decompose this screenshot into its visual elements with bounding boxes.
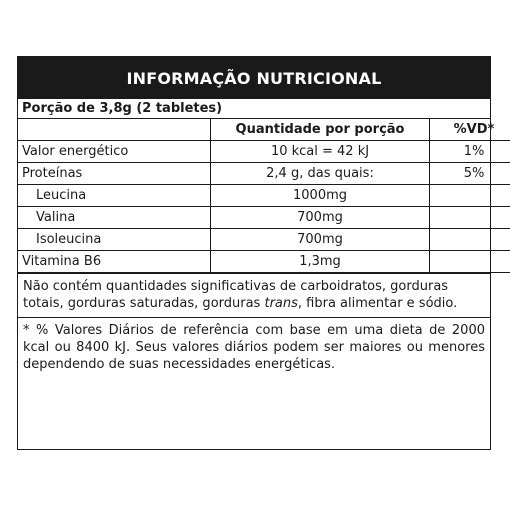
row-vd [430,229,510,251]
table-row [18,207,510,229]
nutrition-facts-panel [17,56,495,450]
row-name: Leucina [18,185,211,207]
note-text-italic: trans [264,296,298,311]
table-row [18,251,510,273]
row-name: Vitamina B6 [18,251,211,273]
table-row [18,185,510,207]
table-row [18,229,510,251]
portion-size: Porção de 3,8g (2 tabletes) [18,99,490,119]
row-name: Valina [18,207,211,229]
row-vd [430,251,510,273]
table-row [18,141,510,163]
row-quantity: 2,4 g, das quais: [211,163,430,185]
header-cell-name [18,119,211,141]
row-vd: 5% [430,163,510,185]
no-significant-amounts-note [18,273,490,317]
panel-title: INFORMAÇÃO NUTRICIONAL [18,57,490,99]
row-name: Proteínas [18,163,211,185]
table-header-row [18,119,510,141]
row-quantity: 1,3mg [211,251,430,273]
row-quantity: 10 kcal = 42 kJ [211,141,430,163]
row-name: Isoleucina [18,229,211,251]
row-quantity: 700mg [211,229,430,251]
note-text-before: Não contém quantidades significativas de carboidratos, gorduras totais, gorduras saturadas, gorduras [23,279,449,311]
row-vd: 1% [430,141,510,163]
header-cell-vd: %VD* [430,119,510,141]
row-quantity: 700mg [211,207,430,229]
daily-values-footnote: * % Valores Diários de referência com base em uma dieta de 2000 kcal ou 8400 kJ. Seus valores diários podem ser maiores ou menores dependendo de suas necessidades energéticas. [18,317,490,378]
nutrition-table [18,119,510,273]
row-vd [430,207,510,229]
note-text-after: , fibra alimentar e sódio. [297,296,458,311]
table-row [18,163,510,185]
header-cell-quantity: Quantidade por porção [211,119,430,141]
row-quantity: 1000mg [211,185,430,207]
row-vd [430,185,510,207]
row-name: Valor energético [18,141,211,163]
